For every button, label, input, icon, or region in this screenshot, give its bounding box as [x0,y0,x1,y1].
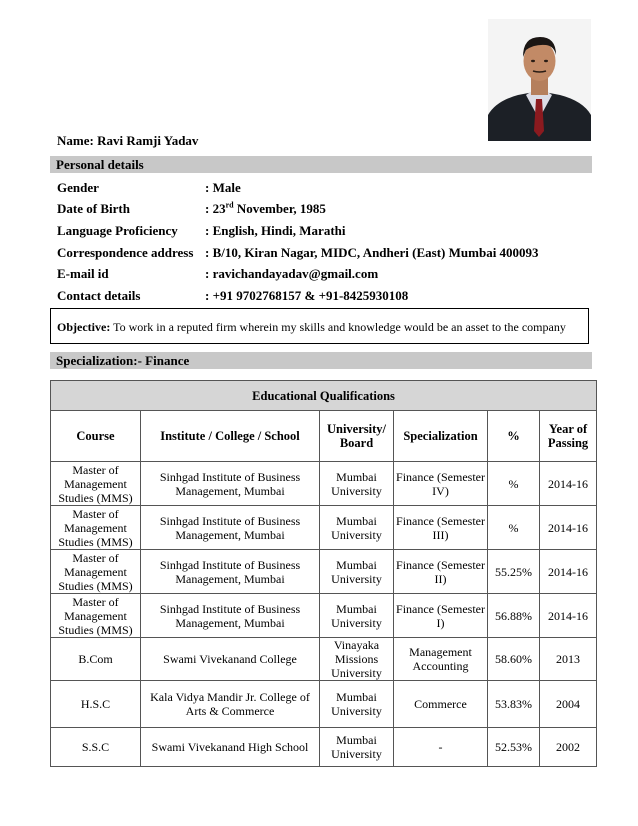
cell-specialization: Finance (Semester II) [394,550,488,594]
cell-course: Master of Management Studies (MMS) [51,550,141,594]
table-row [51,462,597,506]
cell-institute: Sinhgad Institute of Business Management, Mumbai [141,594,320,638]
cell-course: Master of Management Studies (MMS) [51,594,141,638]
table-row [51,638,597,681]
cell-university: Mumbai University [320,462,394,506]
cell-year: 2014-16 [540,506,597,550]
cell-percent: % [488,462,540,506]
dob-month-year: November, 1985 [233,201,326,217]
header-year: Year of Passing [540,411,597,462]
detail-row-language [57,220,597,242]
detail-row-address [57,242,597,264]
cell-percent: 55.25% [488,550,540,594]
cell-institute: Swami Vivekanand College [141,638,320,681]
header-university: University/ Board [320,411,394,462]
detail-value [205,201,597,217]
cell-university: Mumbai University [320,506,394,550]
cell-course: Master of Management Studies (MMS) [51,462,141,506]
cell-percent: 52.53% [488,728,540,767]
table-row [51,681,597,728]
cell-specialization: - [394,728,488,767]
detail-row-gender [57,177,597,199]
cell-university: Vinayaka Missions University [320,638,394,681]
specialization-heading: Specialization:- Finance [50,352,592,369]
header-specialization: Specialization [394,411,488,462]
detail-row-contact [57,285,597,307]
detail-row-email [57,263,597,285]
detail-label: Correspondence address [57,244,194,260]
detail-label: Language Proficiency [57,222,178,238]
dob-day: : 23 [205,201,226,217]
table-row [51,728,597,767]
cell-specialization: Management Accounting [394,638,488,681]
header-course: Course [51,411,141,462]
cell-percent: 56.88% [488,594,540,638]
cell-specialization: Finance (Semester IV) [394,462,488,506]
cell-specialization: Finance (Semester III) [394,506,488,550]
detail-value: : B/10, Kiran Nagar, MIDC, Andheri (East) Mumbai 400093 [205,244,539,260]
cell-university: Mumbai University [320,550,394,594]
candidate-name: Name: Ravi Ramji Yadav [57,133,199,148]
table-header-row [51,411,597,462]
cell-percent: 53.83% [488,681,540,728]
detail-value: : ravichandayadav@gmail.com [205,266,379,282]
cell-year: 2014-16 [540,462,597,506]
cell-course: S.S.C [51,728,141,767]
table-row [51,594,597,638]
detail-value: : Male [205,179,241,195]
header-institute: Institute / College / School [141,411,320,462]
cell-course: Master of Management Studies (MMS) [51,506,141,550]
detail-value: : +91 9702768157 & +91-8425930108 [205,287,409,303]
dob-day-suffix: rd [225,201,234,211]
cell-year: 2004 [540,681,597,728]
detail-value: : English, Hindi, Marathi [205,222,346,238]
cell-institute: Sinhgad Institute of Business Management, Mumbai [141,462,320,506]
cell-university: Mumbai University [320,681,394,728]
cell-university: Mumbai University [320,594,394,638]
cell-institute: Sinhgad Institute of Business Management, Mumbai [141,506,320,550]
table-caption: Educational Qualifications [51,381,597,411]
detail-label: E-mail id [57,266,109,282]
detail-label: Gender [57,179,99,195]
cell-specialization: Finance (Semester I) [394,594,488,638]
cell-year: 2013 [540,638,597,681]
profile-photo [488,19,591,141]
detail-label: Contact details [57,287,141,303]
cell-specialization: Commerce [394,681,488,728]
header-percent: % [488,411,540,462]
cell-course: B.Com [51,638,141,681]
cell-year: 2002 [540,728,597,767]
objective-label: Objective: [57,320,111,334]
cell-course: H.S.C [51,681,141,728]
cell-university: Mumbai University [320,728,394,767]
table-row [51,550,597,594]
objective-text: To work in a reputed firm wherein my skills and knowledge would be an asset to the company [110,320,566,334]
detail-row-dob [57,199,597,221]
table-row [51,506,597,550]
detail-label: Date of Birth [57,201,130,217]
cell-year: 2014-16 [540,550,597,594]
objective-box [50,308,589,344]
education-table [50,380,597,767]
personal-details-heading: Personal details [50,156,592,173]
cell-institute: Sinhgad Institute of Business Management, Mumbai [141,550,320,594]
cell-institute: Swami Vivekanand High School [141,728,320,767]
cell-year: 2014-16 [540,594,597,638]
cell-percent: % [488,506,540,550]
person-portrait-icon [488,19,591,141]
cell-percent: 58.60% [488,638,540,681]
cell-institute: Kala Vidya Mandir Jr. College of Arts & Commerce [141,681,320,728]
personal-details [57,177,597,307]
